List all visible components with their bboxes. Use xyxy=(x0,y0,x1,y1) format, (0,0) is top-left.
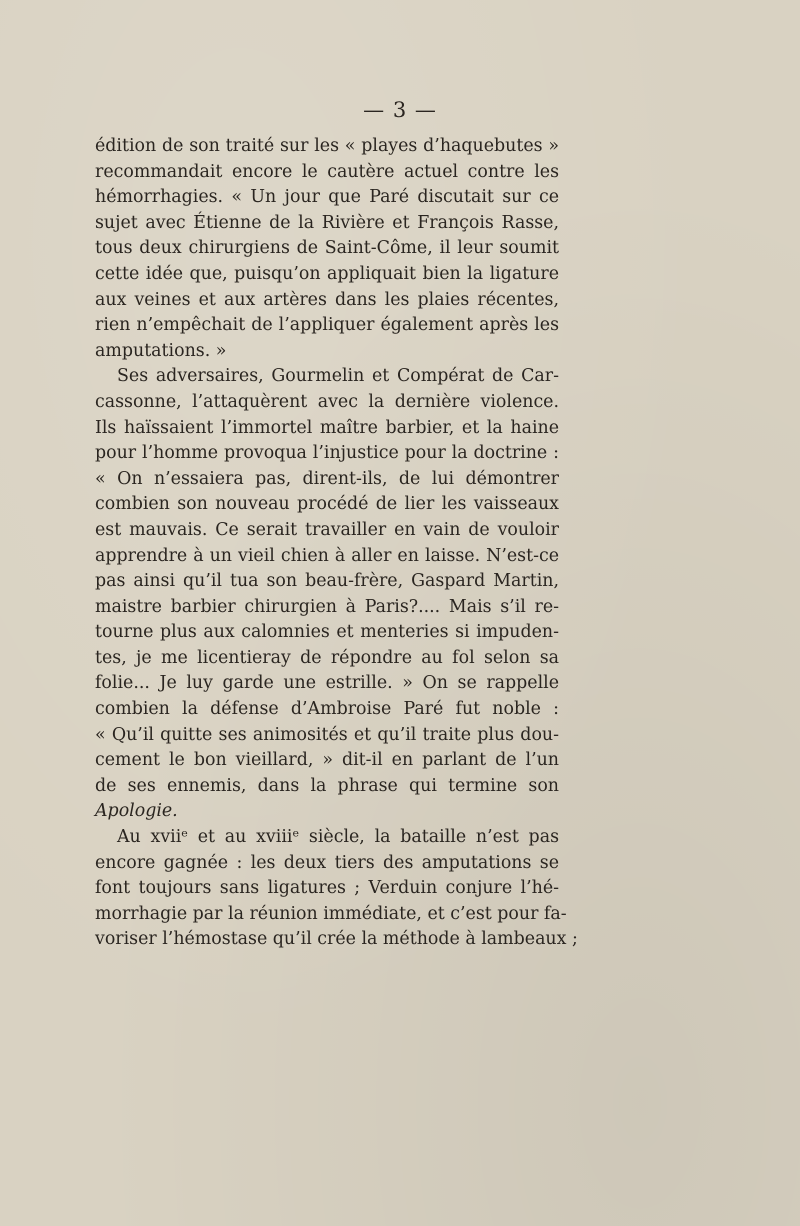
text-line: « Qu’il quitte ses animosités et qu’il traite plus dou- xyxy=(95,724,559,745)
text-line: cement le bon vieillard, » dit-il en parlant de l’un xyxy=(95,750,559,771)
text-line: tous deux chirurgiens de Saint-Côme, il leur soumit xyxy=(95,238,559,259)
page-number: — 3 — xyxy=(363,98,437,122)
text-line: Ils haïssaient l’immortel maître barbier, et la haine xyxy=(95,417,559,438)
text-line: folie... Je luy garde une estrille. » On se rappelle xyxy=(95,673,559,694)
text-line: hémorrhagies. « Un jour que Paré discutait sur ce xyxy=(95,187,559,208)
text-line: maistre barbier chirurgien à Paris?.... Mais s’il re- xyxy=(95,596,559,617)
text-line: pour l’homme provoqua l’injustice pour la doctrine : xyxy=(95,443,559,464)
text-line: combien son nouveau procédé de lier les vaisseaux xyxy=(95,494,559,515)
text-line: recommandait encore le cautère actuel contre les xyxy=(95,161,559,182)
text-line: voriser l’hémostase qu’il crée la méthode à lambeaux ; xyxy=(95,929,578,950)
text-line: rien n’empêchait de l’appliquer également après les xyxy=(95,315,559,336)
text-line: Ses adversaires, Gourmelin et Compérat de Car- xyxy=(117,366,559,387)
text-line: cette idée que, puisqu’on appliquait bien la ligature xyxy=(95,263,559,284)
text-line: combien la défense d’Ambroise Paré fut noble : xyxy=(95,699,559,720)
text-line: amputations. » xyxy=(95,340,227,361)
text-line: tes, je me licentieray de répondre au fol selon sa xyxy=(95,647,559,668)
text-line: est mauvais. Ce serait travailler en vain de vouloir xyxy=(95,519,559,540)
text-line: apprendre à un vieil chien à aller en laisse. N’est-ce xyxy=(95,545,559,566)
text-line: sujet avec Étienne de la Rivière et François Rasse, xyxy=(95,212,559,233)
book-title-apologie: Apologie. xyxy=(95,801,178,822)
text-line: cassonne, l’attaquèrent avec la dernière violence. xyxy=(95,391,559,412)
text-line: aux veines et aux artères dans les plaies récentes, xyxy=(95,289,559,310)
text-line: de ses ennemis, dans la phrase qui termine son xyxy=(95,775,559,796)
text-line: font toujours sans ligatures ; Verduin conjure l’hé- xyxy=(95,878,559,899)
text-line: Au xviiᵉ et au xviiiᵉ siècle, la bataille n’est pas xyxy=(117,827,559,848)
body-text xyxy=(95,134,578,953)
text-line: tourne plus aux calomnies et menteries si impuden- xyxy=(95,622,559,643)
text-line: édition de son traité sur les « playes d’haquebutes » xyxy=(95,136,559,156)
text-line: « On n’essaiera pas, dirent-ils, de lui démontrer xyxy=(95,468,559,489)
text-line: morrhagie par la réunion immédiate, et c’est pour fa- xyxy=(95,903,567,924)
text-line: pas ainsi qu’il tua son beau-frère, Gaspard Martin, xyxy=(95,571,559,592)
text-line: encore gagnée : les deux tiers des amputations se xyxy=(95,852,559,873)
